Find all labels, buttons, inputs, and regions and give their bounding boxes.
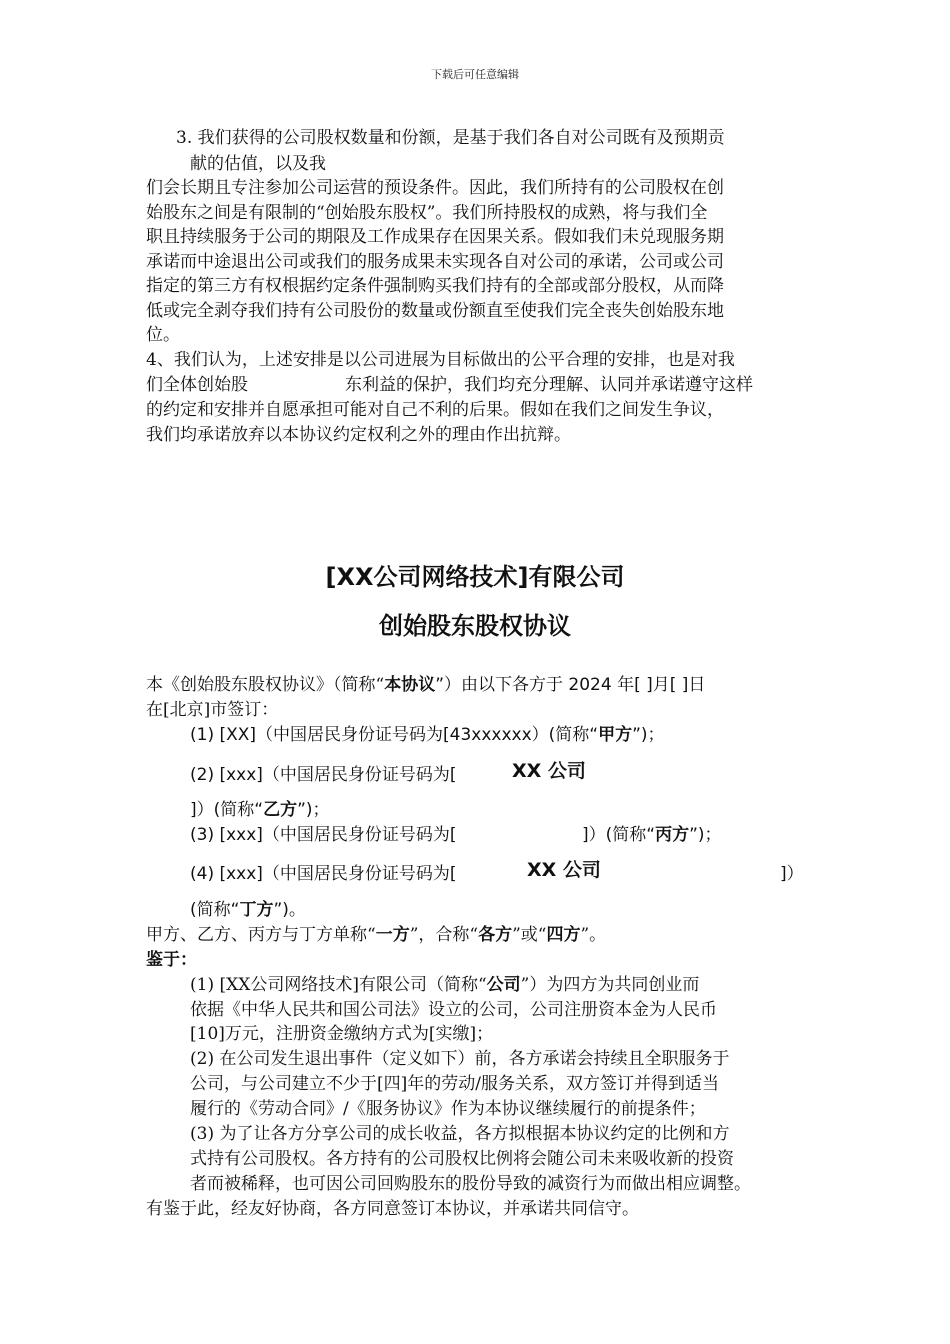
party-3-cont	[582, 823, 722, 847]
party-text: ”)；	[632, 725, 665, 745]
whereas-1-line3: [10]万元，注册资金缴纳方式为[实缴]；	[190, 1024, 494, 1044]
party-text: (3) [xxx]（中国居民身份证号码为[	[190, 825, 457, 845]
text-line: 职且持续服务于公司的期限及工作成果存在因果关系。假如我们未兑现服务期	[146, 227, 724, 247]
intro-line2: 在[北京]市签订：	[146, 700, 279, 720]
party-text: (简称“	[190, 900, 240, 920]
party-2	[190, 763, 457, 787]
party-text: ”)；	[297, 800, 330, 820]
party-1	[190, 723, 665, 747]
party-3	[190, 823, 457, 847]
item3-line2: 献的估值，以及我	[190, 154, 326, 174]
text-line: 的约定和安排并自愿承担可能对自己不利的后果。假如在我们之间发生争议，	[146, 400, 724, 420]
intro-text: 本《创始股东股权协议》（简称“	[146, 675, 385, 695]
closing-statement: 有鉴于此，经友好协商，各方同意签订本协议，并承诺共同信守。	[146, 1199, 639, 1219]
party-term: 乙方	[263, 800, 298, 820]
collective-term: 各方	[478, 925, 513, 945]
text-line: 我们均承诺放弃以本协议约定权利之外的理由作出抗辩。	[146, 424, 571, 445]
item4-continuation	[146, 398, 826, 447]
text-line: 低或完全剥夺我们持有公司股份的数量或份额直至使我们完全丧失创始股东地	[146, 300, 724, 321]
party-text: (2) [xxx]（中国居民身份证号码为[	[190, 765, 457, 785]
text-line: 承诺而中途退出公司或我们的服务成果未实现各自对公司的承诺，公司或公司	[146, 251, 724, 272]
whereas-text: (1) [XX公司网络技术]有限公司（简称“	[190, 975, 487, 995]
collective-term: 四方	[546, 925, 581, 945]
text-line: 始股东之间是有限制的“创始股东股权”。我们所持股权的成熟，将与我们全	[146, 202, 708, 223]
party-2-company-stamp: XX 公司	[512, 760, 586, 782]
whereas-1-line1	[190, 973, 699, 997]
item3-continuation	[146, 176, 826, 348]
party-text: ]）(简称“	[190, 800, 264, 820]
party-text: (1) [XX]（中国居民身份证号码为[43xxxxxx）(简称“	[190, 725, 599, 745]
whereas-1-line2: 依据《中华人民共和国公司法》设立的公司，公司注册资本金为人民币	[190, 1000, 717, 1020]
company-title: [XX公司网络技术]有限公司	[325, 563, 625, 591]
party-text: ”)；	[689, 825, 722, 845]
text-line: 们会长期且专注参加公司运营的预设条件。因此，我们所持有的公司股权在创	[146, 178, 724, 198]
text-line: 位。	[146, 325, 180, 345]
party-4-company-stamp: XX 公司	[527, 859, 601, 881]
intro-term: 本协议	[384, 675, 436, 695]
party-text: (4) [xxx]（中国居民身份证号码为[	[190, 864, 457, 884]
page-header-note: 下载后可任意编辑	[431, 68, 519, 81]
text-line: 指定的第三方有权根据约定条件强制购买我们持有的全部或部分股权，从而降	[146, 276, 724, 296]
item3-line1: 3. 我们获得的公司股权数量和份额，是基于我们各自对公司既有及预期贡	[176, 128, 725, 148]
collective-naming	[146, 923, 606, 947]
party-term: 丁方	[239, 900, 274, 920]
intro-text: ”）由以下各方于 2024 年[ ]月[ ]日	[435, 675, 706, 695]
whereas-2-line1: (2) 在公司发生退出事件（定义如下）前，各方承诺会持续且全职服务于	[190, 1049, 730, 1069]
whereas-term: 公司	[486, 975, 521, 995]
collective-term: 一方	[375, 925, 410, 945]
whereas-3-line1: (3) 为了让各方分享公司的成长收益，各方拟根据本协议约定的比例和方	[190, 1124, 730, 1144]
party-term: 甲方	[598, 725, 633, 745]
item4-line2b: 东利益的保护，我们均充分理解、认同并承诺遵守这样	[345, 375, 753, 395]
agreement-title: 创始股东股权协议	[379, 612, 571, 640]
whereas-3-line3: 者而被稀释，也可因公司回购股东的股份导致的减资行为而做出相应调整。	[190, 1174, 751, 1194]
collective-text: ”，合称“	[409, 925, 479, 945]
collective-text: 甲方、乙方、丙方与丁方单称“	[146, 925, 376, 945]
item4-line2a: 们全体创始股	[146, 375, 248, 395]
whereas-heading: 鉴于：	[146, 950, 197, 970]
collective-text: ”或“	[512, 925, 547, 945]
item4-line1: 4、我们认为，上述安排是以公司进展为目标做出的公平合理的安排，也是对我	[146, 350, 735, 370]
party-text: ”)。	[273, 900, 306, 920]
whereas-3-line2: 式持有公司股权。各方持有的公司股权比例将会随公司未来吸收新的投资	[190, 1149, 734, 1169]
party-term: 丙方	[655, 825, 690, 845]
party-2-cont	[190, 798, 330, 822]
whereas-text: ”）为四方为共同创业而	[520, 975, 700, 995]
party-4-cont	[190, 898, 306, 922]
collective-text: ”。	[580, 925, 607, 945]
party-text: ]）(简称“	[582, 825, 656, 845]
party-4-close: ]）	[780, 864, 804, 884]
whereas-2-line2: 公司，与公司建立不少于[四]年的劳动/服务关系，双方签订并得到适当	[190, 1074, 719, 1094]
party-4	[190, 862, 457, 886]
whereas-2-line3: 履行的《劳动合同》/《服务协议》作为本协议继续履行的前提条件；	[190, 1099, 706, 1119]
intro-line1	[146, 673, 705, 697]
